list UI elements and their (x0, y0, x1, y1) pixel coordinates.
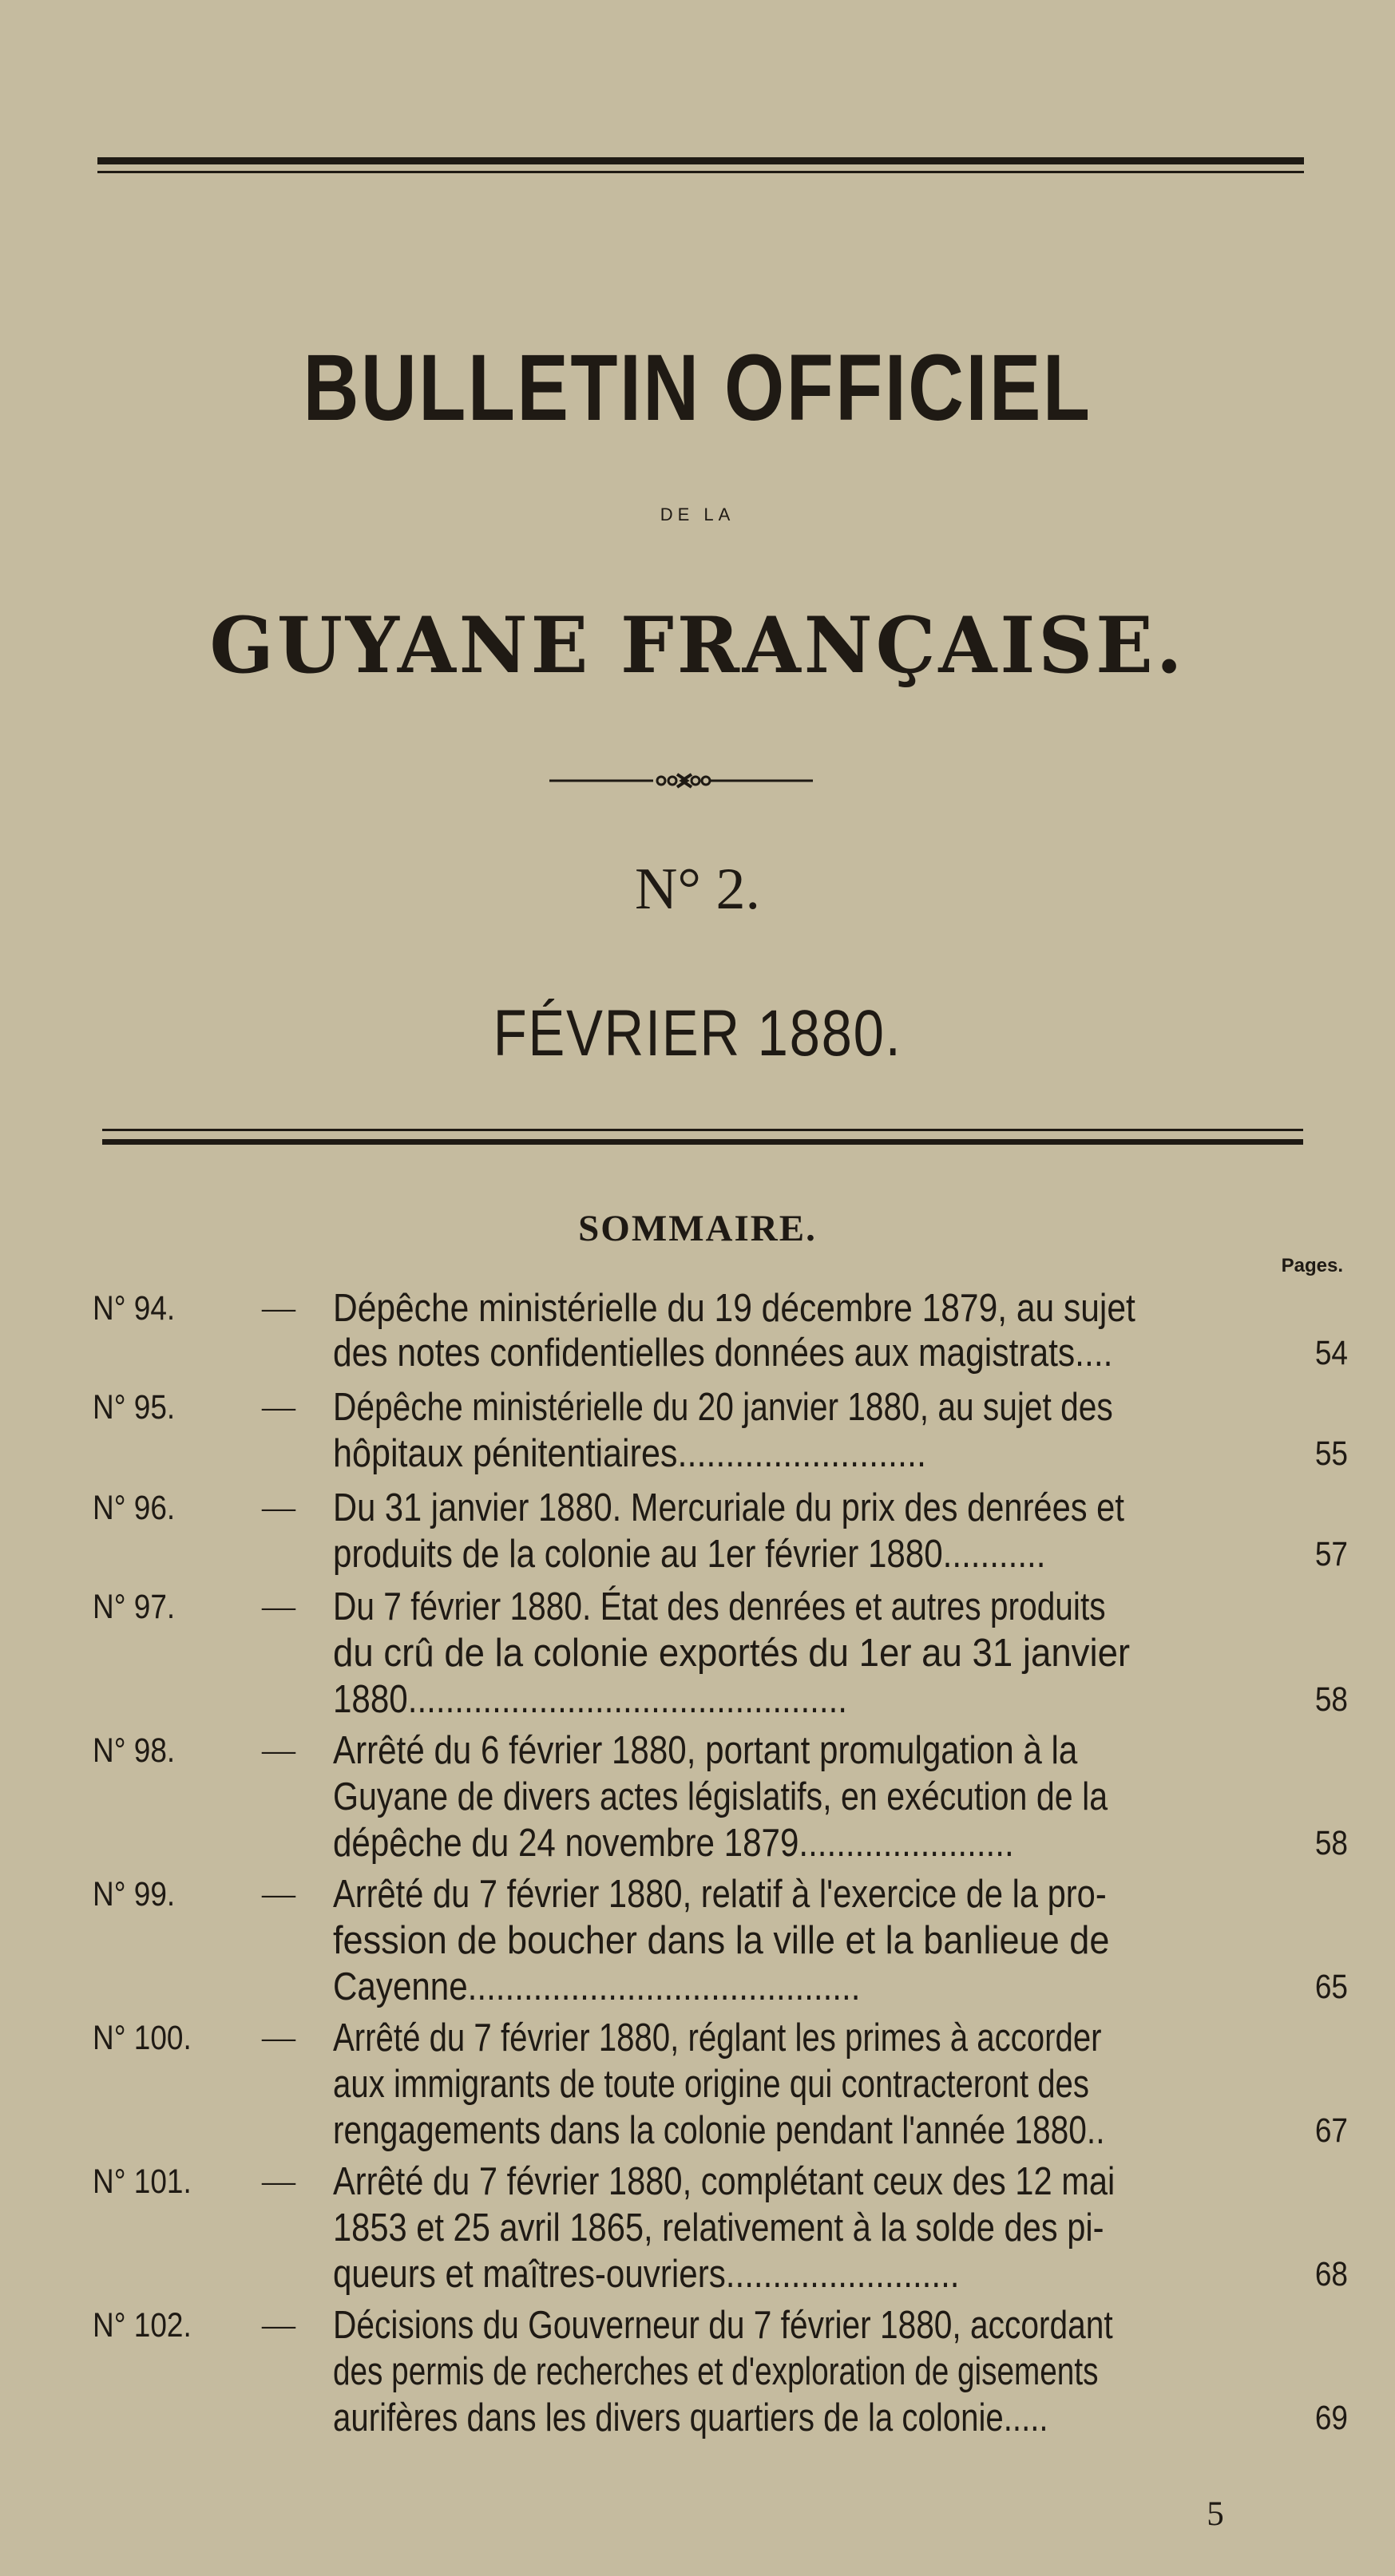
entry-line: Cayenne.......................................... (333, 1965, 861, 2008)
entry-line: du crû de la colonie exportés du 1er au 31 janvier (333, 1632, 1131, 1675)
entry-line: 1880............................................... (333, 1678, 848, 1721)
entry-line: Arrêté du 7 février 1880, complétant ceux des 12 mai (333, 2160, 1116, 2203)
entry-number: N° 96. (93, 1489, 176, 1527)
table-of-contents (0, 1285, 1395, 2439)
entry-line: queurs et maîtres-ouvriers......................... (333, 2253, 960, 2296)
summary-title: SOMMAIRE. (578, 1208, 817, 1249)
middle-rule-thin (102, 1129, 1303, 1131)
entry-line: Arrêté du 6 février 1880, portant promulgation à la (333, 1729, 1078, 1772)
entry-page: 69 (1314, 2399, 1348, 2437)
entry-line: aux immigrants de toute origine qui contracteront des (333, 2063, 1089, 2106)
top-rule-thin (97, 171, 1304, 173)
entry-number: N° 94. (93, 1289, 176, 1328)
middle-rule-thick (102, 1139, 1303, 1145)
bulletin-title: BULLETIN OFFICIEL (303, 335, 1092, 441)
entry-number: N° 98. (93, 1731, 176, 1770)
entry-line: dépêche du 24 novembre 1879....................... (333, 1822, 1014, 1865)
entry-page: 57 (1314, 1535, 1348, 1573)
entry-dash: — (262, 1732, 295, 1769)
footer-page-number: 5 (1207, 2495, 1224, 2533)
entry-dash: — (262, 1389, 295, 1426)
entry-number: N° 100. (93, 2019, 192, 2057)
entry-number: N° 97. (93, 1588, 176, 1626)
entry-number: N° 102. (93, 2306, 192, 2345)
issue-date: FÉVRIER 1880. (493, 997, 902, 1070)
entry-line: Dépêche ministérielle du 20 janvier 1880, au sujet des (333, 1386, 1113, 1429)
entry-line: Guyane de divers actes législatifs, en exécution de la (333, 1775, 1108, 1818)
entry-line: hôpitaux pénitentiaires.......................... (333, 1432, 926, 1475)
ornament-divider-icon (549, 765, 813, 797)
entry-number: N° 101. (93, 2162, 192, 2201)
entry-line: fession de boucher dans la ville et la banlieue de (333, 1919, 1110, 1962)
entry-line: Décisions du Gouverneur du 7 février 1880, accordant (333, 2304, 1113, 2347)
entry-page: 58 (1314, 1824, 1348, 1862)
entry-line: Arrêté du 7 février 1880, réglant les primes à accorder (333, 2016, 1102, 2060)
entry-line: Du 31 janvier 1880. Mercuriale du prix des denrées et (333, 1486, 1124, 1529)
entry-dash: — (262, 1290, 295, 1327)
entry-number: N° 99. (93, 1875, 176, 1913)
entry-dash: — (262, 1589, 295, 1625)
entry-page: 55 (1314, 1434, 1348, 1473)
region-title: GUYANE FRANÇAISE. (209, 600, 1186, 690)
entry-dash: — (262, 2307, 295, 2344)
bulletin-subtitle: DE LA (660, 505, 735, 524)
entry-page: 67 (1314, 2111, 1348, 2150)
entry-page: 54 (1314, 1334, 1348, 1372)
entry-number: N° 95. (93, 1388, 176, 1426)
entry-page: 65 (1314, 1968, 1348, 2006)
entry-dash: — (262, 1490, 295, 1526)
entry-line: rengagements dans la colonie pendant l'année 1880.. (333, 2109, 1105, 2152)
entry-line: Dépêche ministérielle du 19 décembre 1879, au sujet (333, 1287, 1135, 1330)
entry-line: des notes confidentielles données aux magistrats.... (333, 1332, 1113, 1375)
entry-line: Arrêté du 7 février 1880, relatif à l'exercice de la pro- (333, 1873, 1107, 1916)
pages-column-label: Pages. (1281, 1255, 1343, 1276)
entry-line: produits de la colonie au 1er février 1880........... (333, 1533, 1046, 1576)
entry-dash: — (262, 2163, 295, 2200)
entry-page: 68 (1314, 2255, 1348, 2293)
entry-page: 58 (1314, 1680, 1348, 1719)
issue-number: N° 2. (634, 857, 761, 922)
entry-dash: — (262, 2020, 295, 2056)
entry-line: 1853 et 25 avril 1865, relativement à la solde des pi- (333, 2206, 1104, 2250)
entry-line: Du 7 février 1880. État des denrées et autres produits (333, 1585, 1106, 1628)
entry-line: aurifères dans les divers quartiers de la colonie..... (333, 2396, 1048, 2439)
entry-line: des permis de recherches et d'exploration de gisements (333, 2350, 1099, 2393)
top-rule-thick (97, 157, 1304, 164)
entry-dash: — (262, 1876, 295, 1913)
